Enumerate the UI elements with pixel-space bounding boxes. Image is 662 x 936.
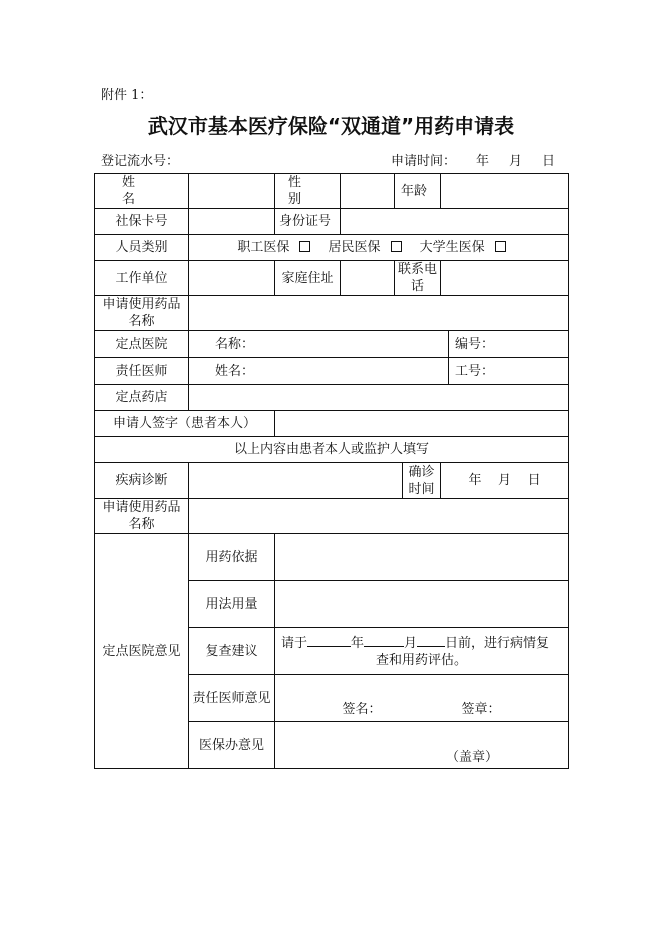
- id-number-label: 身份证号: [275, 209, 341, 235]
- hospital-label: 定点医院: [95, 331, 189, 358]
- review-text-line2: 查和用药评估。: [376, 653, 468, 668]
- diagnosis-label: 疾病诊断: [95, 463, 189, 499]
- apply-time-label: 申请时间：: [391, 154, 457, 169]
- drug-name-label: 申请使用药品名称: [95, 296, 189, 331]
- hospital-number[interactable]: 编号：: [449, 331, 569, 358]
- doctor-opinion-field[interactable]: [275, 675, 569, 722]
- doctor-name[interactable]: 姓名：: [189, 358, 449, 385]
- dosage-label: 用法用量: [189, 581, 275, 628]
- pharmacy-field[interactable]: [189, 385, 569, 411]
- work-unit-field[interactable]: [189, 261, 275, 296]
- age-field[interactable]: [441, 174, 569, 209]
- review-year-blank[interactable]: [307, 634, 351, 647]
- insurance-opinion-label: 医保办意见: [189, 722, 275, 769]
- dosage-field[interactable]: [275, 581, 569, 628]
- doctor-id[interactable]: 工号：: [449, 358, 569, 385]
- attachment-label: 附件 1：: [101, 88, 153, 103]
- ss-card-label: 社保卡号: [95, 209, 189, 235]
- signature-label: 申请人签字（患者本人）: [95, 411, 275, 437]
- name-field[interactable]: [189, 174, 275, 209]
- option-student[interactable]: 大学生医保: [420, 240, 506, 255]
- review-field[interactable]: 请于 年 月 日前，进行病情复 查和用药评估。: [275, 628, 569, 675]
- signature-field[interactable]: [275, 411, 569, 437]
- drug-name2-field[interactable]: [189, 499, 569, 534]
- address-label: 家庭住址: [275, 261, 341, 296]
- basis-label: 用药依据: [189, 534, 275, 581]
- option-resident[interactable]: 居民医保: [329, 240, 402, 255]
- drug-name2-label: 申请使用药品名称: [95, 499, 189, 534]
- seal-label: 签章：: [461, 702, 501, 717]
- apply-day: 日: [542, 154, 556, 169]
- fill-notice: 以上内容由患者本人或监护人填写: [95, 437, 569, 463]
- hospital-opinion-label: 定点医院意见: [95, 534, 189, 769]
- sign-label: 签名：: [342, 702, 382, 717]
- apply-time: [391, 150, 555, 169]
- hospital-name[interactable]: 名称：: [189, 331, 449, 358]
- basis-field[interactable]: [275, 534, 569, 581]
- pharmacy-label: 定点药店: [95, 385, 189, 411]
- apply-month: 月: [509, 154, 523, 169]
- age-label: 年龄: [395, 174, 441, 209]
- serial-number-label: 登记流水号：: [101, 154, 180, 169]
- apply-year: 年: [476, 154, 490, 169]
- diag-month: 月: [498, 473, 512, 488]
- category-label: 人员类别: [95, 235, 189, 261]
- diag-date[interactable]: [441, 463, 569, 499]
- phone-field[interactable]: [441, 261, 569, 296]
- stamp-label: （盖章）: [446, 750, 499, 765]
- review-month-blank[interactable]: [364, 634, 404, 647]
- checkbox-student[interactable]: [495, 241, 506, 252]
- gender-field[interactable]: [341, 174, 395, 209]
- work-unit-label: 工作单位: [95, 261, 189, 296]
- checkbox-employee[interactable]: [299, 241, 310, 252]
- name-label: 姓 名: [95, 174, 189, 209]
- review-label: 复查建议: [189, 628, 275, 675]
- address-field[interactable]: [341, 261, 395, 296]
- doctor-opinion-label: 责任医师意见: [189, 675, 275, 722]
- doctor-label: 责任医师: [95, 358, 189, 385]
- insurance-opinion-field[interactable]: [275, 722, 569, 769]
- diag-time-label: 确诊时间: [403, 463, 441, 499]
- checkbox-resident[interactable]: [391, 241, 402, 252]
- diag-day: 日: [527, 473, 541, 488]
- phone-label: 联系电话: [395, 261, 441, 296]
- ss-card-field[interactable]: [189, 209, 275, 235]
- diagnosis-field[interactable]: [189, 463, 403, 499]
- drug-name-field[interactable]: [189, 296, 569, 331]
- category-options: [189, 235, 569, 261]
- diag-year: 年: [468, 473, 482, 488]
- gender-label: 性 别: [275, 174, 341, 209]
- review-day-blank[interactable]: [417, 634, 445, 647]
- option-employee[interactable]: 职工医保: [237, 240, 310, 255]
- form-title: 武汉市基本医疗保险“双通道”用药申请表: [147, 114, 515, 138]
- id-number-field[interactable]: [341, 209, 569, 235]
- application-form: [94, 173, 569, 769]
